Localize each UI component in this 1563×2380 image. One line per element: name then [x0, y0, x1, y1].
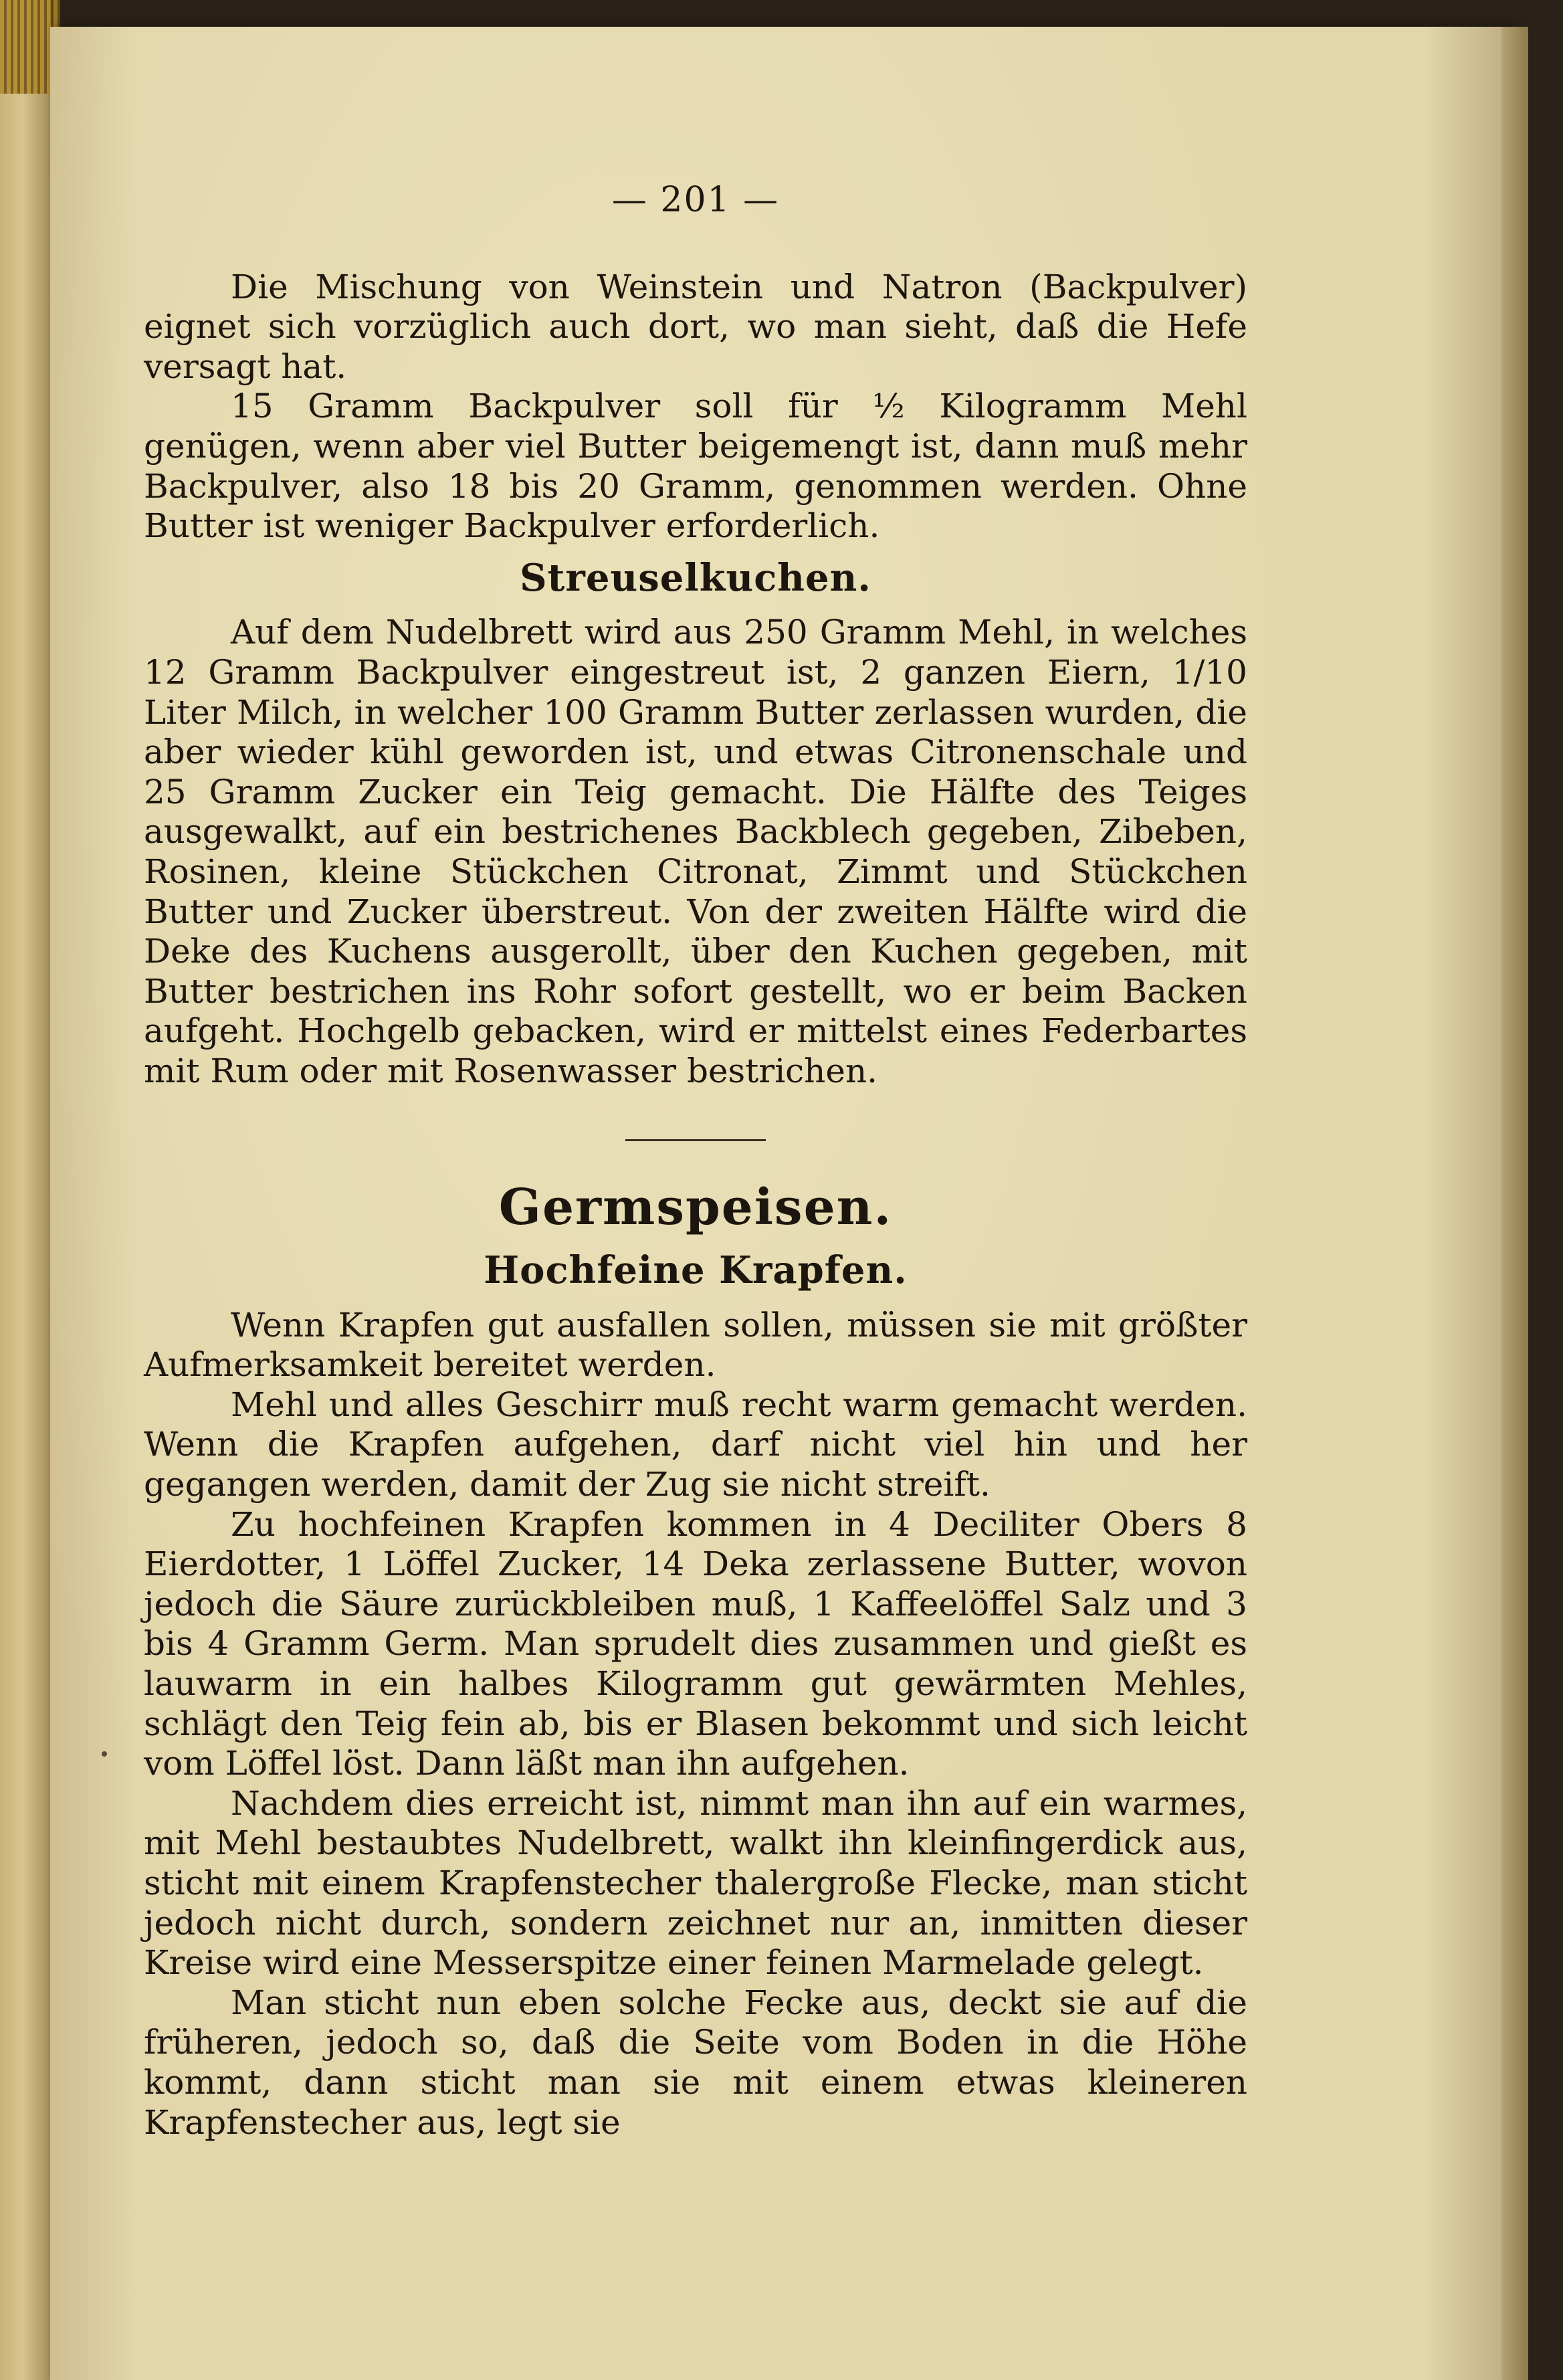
- streuselkuchen-paragraph: Auf dem Nudelbrett wird aus 250 Gramm Mehl, in welches 12 Gramm Backpulver eingestreut ist, 2 ganzen Eiern, 1/10 Liter Milch, in welcher 100 Gramm Butter zerlassen wurden, die aber wieder kühl geworden ist, und etwas Citronenschale und 25 Gramm Zucker ein Teig gemacht. Die Hälfte des Teiges ausgewalkt, auf ein bestrichenes Backblech gegeben, Zibeben, Rosinen, kleine Stückchen Citronat, Zimmt und Stückchen Butter und Zucker überstreut. Von der zweiten Hälfte wird die Deke des Kuchens ausgerollt, über den Kuchen gegeben, mit Butter bestrichen ins Rohr sofort gestellt, wo er beim Backen aufgeht. Hochgelb gebacken, wird er mittelst eines Federbartes mit Rum oder mit Rosenwasser bestrichen.: [144, 613, 1247, 1090]
- page-edge-right: [1501, 27, 1528, 2380]
- ink-speck: [102, 1751, 107, 1757]
- recipe-title-krapfen: Hochfeine Krapfen.: [484, 1248, 908, 1293]
- krapfen-paragraph-1: Wenn Krapfen gut ausfallen sollen, müssen sie mit größter Aufmerksamkeit bereitet werden.: [144, 1305, 1247, 1385]
- facing-page-edge: [0, 0, 50, 2380]
- krapfen-paragraph-2: Mehl und alles Geschirr muß recht warm gemacht werden. Wenn die Krapfen aufgehen, darf nicht viel hin und her gegangen werden, damit der Zug sie nicht streift.: [144, 1385, 1247, 1504]
- page-content: [144, 181, 1247, 2143]
- section-title-germspeisen: Germspeisen.: [498, 1179, 893, 1237]
- krapfen-paragraph-5: Man sticht nun eben solche Fecke aus, deckt sie auf die früheren, jedoch so, daß die Seite vom Boden in die Höhe kommt, dann sticht man sie mit einem etwas kleineren Krapfenstecher aus, legt sie: [144, 1983, 1247, 2142]
- krapfen-paragraph-3: Zu hochfeinen Krapfen kommen in 4 Deciliter Obers 8 Eierdotter, 1 Löffel Zucker, 14 Deka zerlassene Butter, wovon jedoch die Säure zurückbleiben muß, 1 Kaffeelöffel Salz und 3 bis 4 Gramm Germ. Man sprudelt dies zusammen und gießt es lauwarm in ein halbes Kilogramm gut gewärmten Mehles, schlägt den Teig fein ab, bis er Blasen bekommt und sich leicht vom Löffel löst. Dann läßt man ihn aufgehen.: [144, 1504, 1247, 1783]
- krapfen-paragraph-4: Nachdem dies erreicht ist, nimmt man ihn auf ein warmes, mit Mehl bestaubtes Nudelbrett, walkt ihn kleinfingerdick aus, sticht mit einem Krapfenstecher thalergroße Flecke, man sticht jedoch nicht durch, sondern zeichnet nur an, inmitten dieser Kreise wird eine Messerspitze einer feinen Marmelade gelegt.: [144, 1783, 1247, 1983]
- intro-paragraph-1: Die Mischung von Weinstein und Natron (Backpulver) eignet sich vorzüglich auch dort, wo man sieht, daß die Hefe versagt hat.: [144, 267, 1247, 386]
- page-number: — 201 —: [611, 180, 780, 220]
- intro-paragraph-2: 15 Gramm Backpulver soll für ½ Kilogramm Mehl genügen, wenn aber viel Butter beigemengt ist, dann muß mehr Backpulver, also 18 bis 20 Gramm, genommen werden. Ohne Butter ist weniger Backpulver erforderlich.: [144, 387, 1247, 546]
- section-divider: [625, 1139, 766, 1141]
- recipe-title-streuselkuchen: Streuselkuchen.: [520, 555, 871, 600]
